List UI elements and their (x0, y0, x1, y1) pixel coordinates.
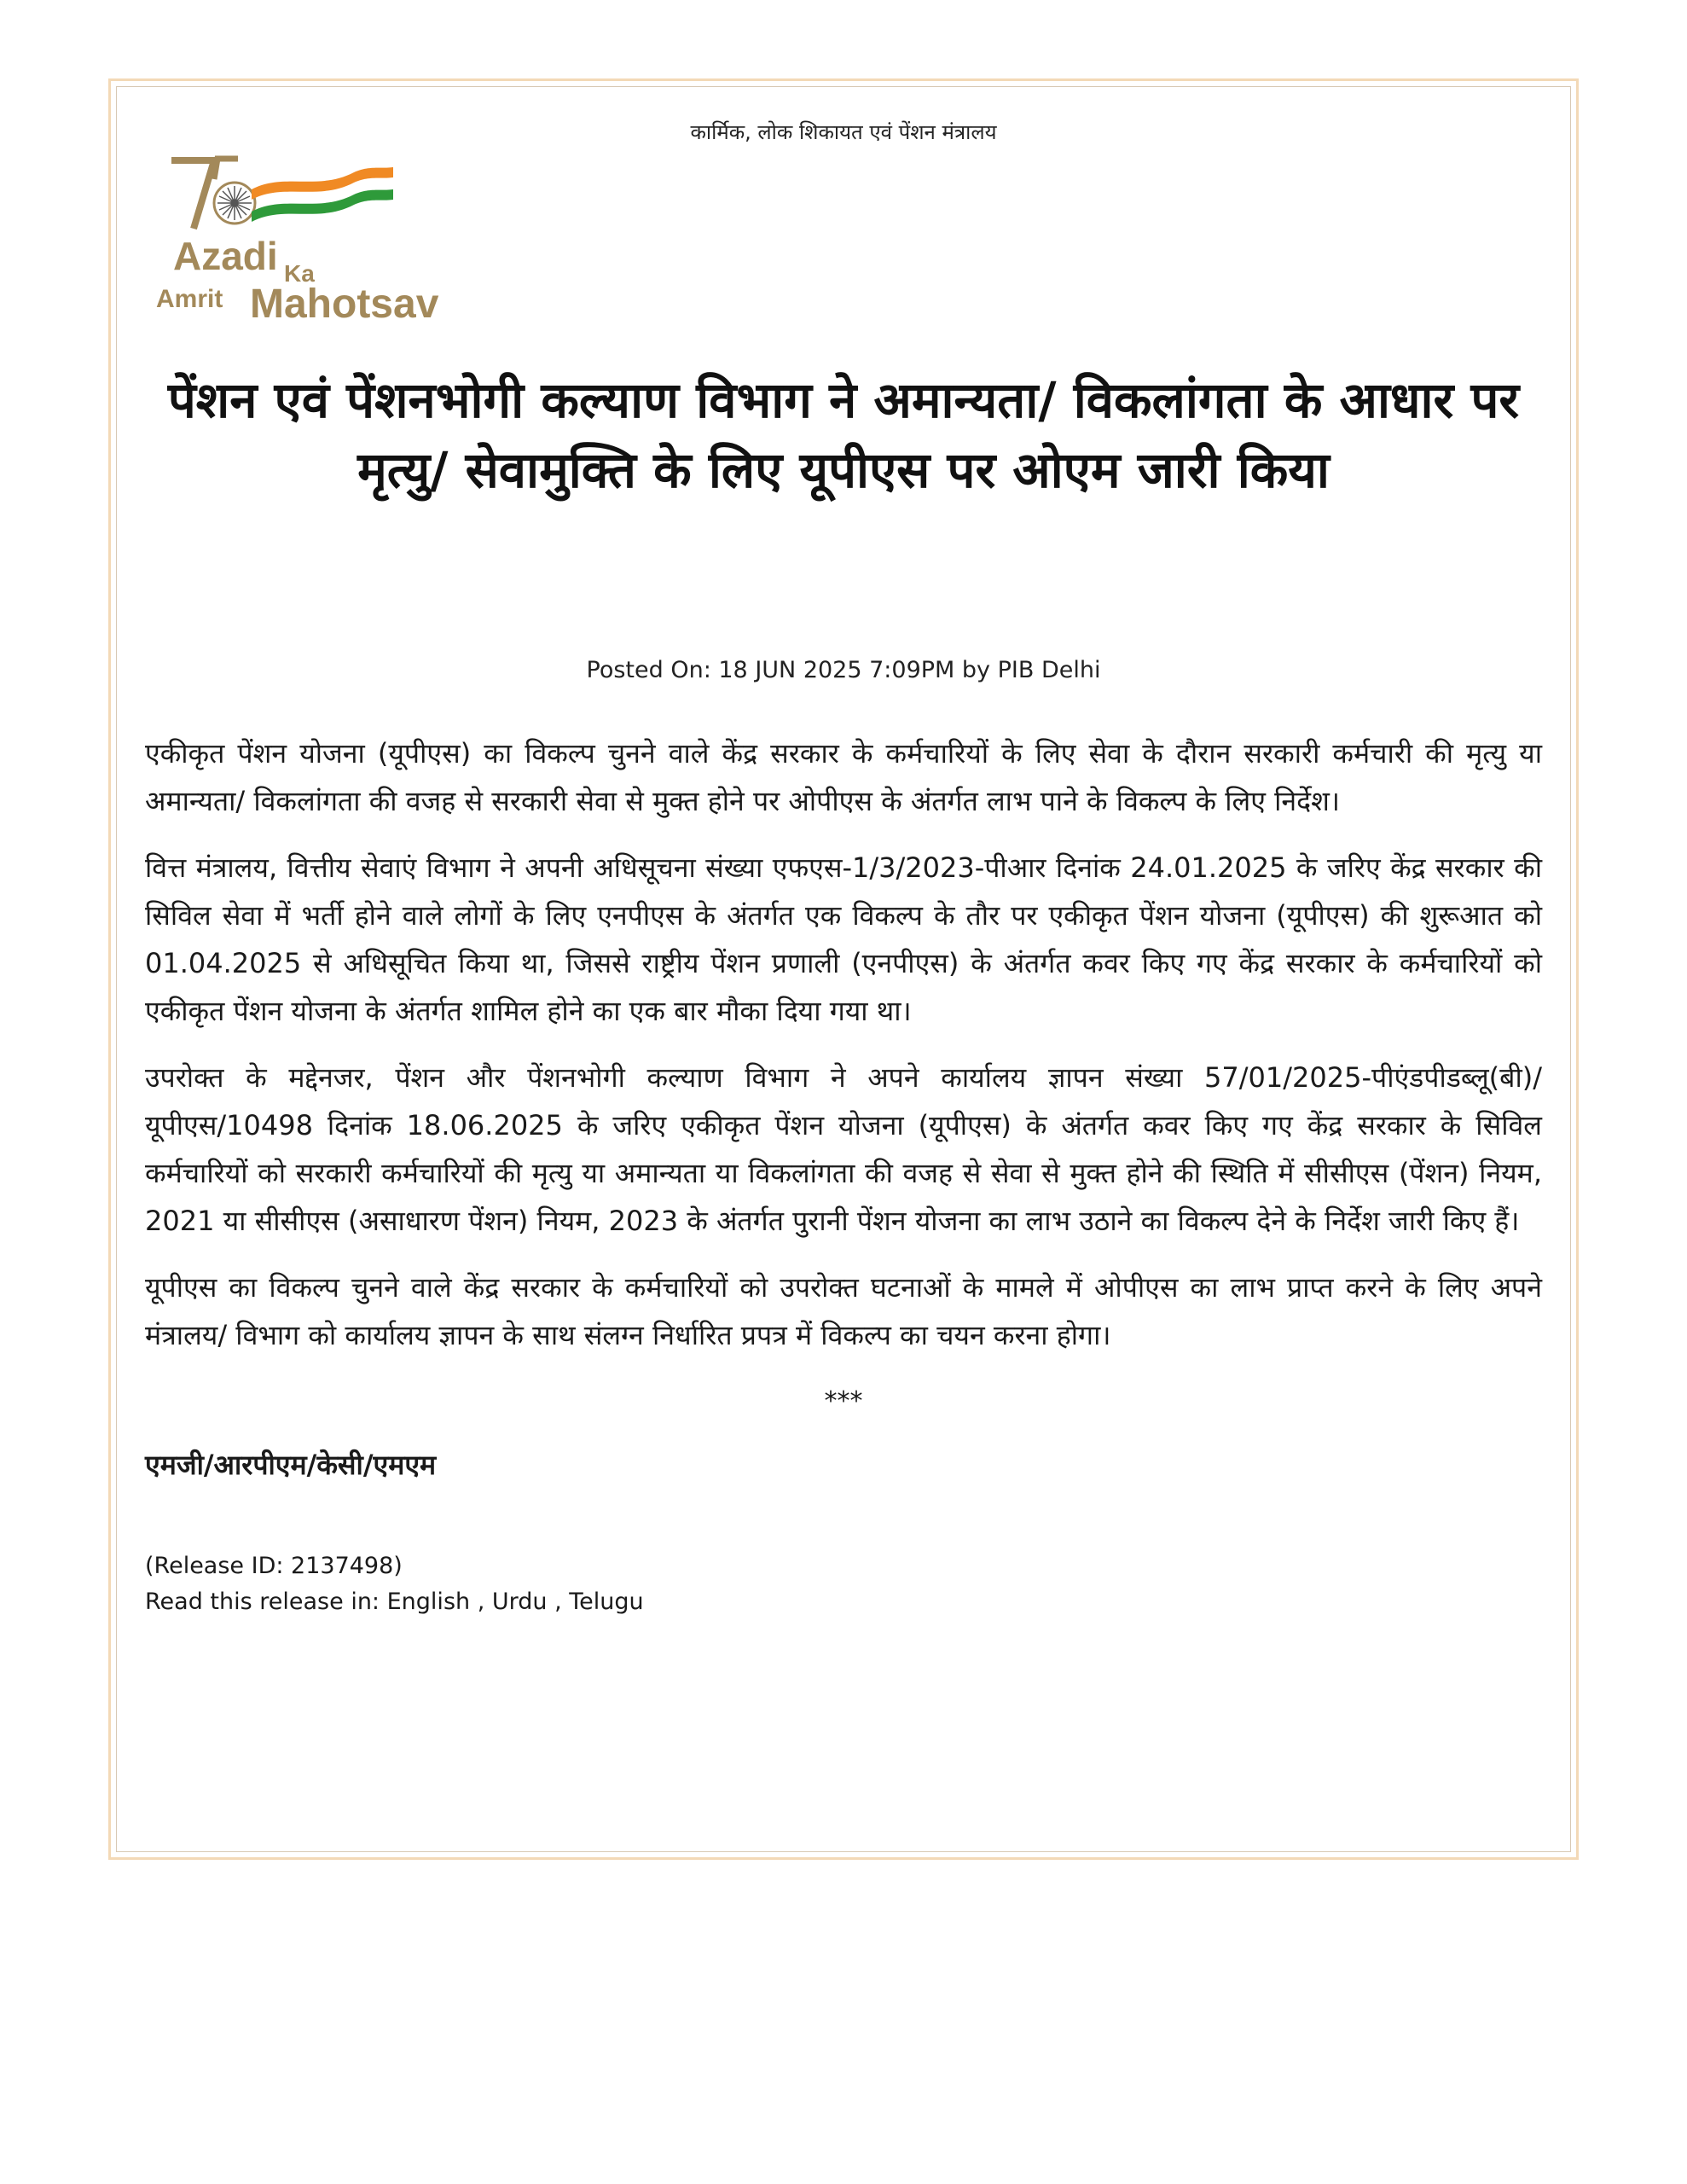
language-link-english[interactable]: English (386, 1589, 471, 1615)
azadi-ka-amrit-mahotsav-logo (156, 150, 451, 321)
release-info (145, 1548, 1542, 1620)
chakra-icon (217, 186, 252, 220)
paragraph-2: वित्त मंत्रालय, वित्तीय सेवाएं विभाग ने अपनी अधिसूचना संख्या एफएस-1/3/2023-पीआर दिनांक 24.01.2025 के जरिए केंद्र सरकार की सिविल सेवा में भर्ती होने वाले लोगों के लिए एनपीएस के अंतर्गत एक विकल्प के तौर पर एकीकृत पेंशन योजना (यूपीएस) की शुरूआत को 01.04.2025 से अधिसूचित किया था, जिससे राष्ट्रीय पेंशन प्रणाली (एनपीएस) के अंतर्गत कवर किए गए केंद्र सरकार के कर्मचारियों को एकीकृत पेंशन योजना के अंतर्गत शामिल होने का एक बार मौका दिया गया था। (145, 851, 1542, 1027)
ministry-name: कार्मिक, लोक शिकायत एवं पेंशन मंत्रालय (690, 120, 997, 144)
read-in-languages: Read this release in: English , Urdu , Telugu (145, 1589, 644, 1615)
tricolor-flag-icon (252, 167, 393, 222)
posted-on: Posted On: 18 JUN 2025 7:09PM by PIB Delhi (586, 657, 1101, 683)
logo-text-azadi: Azadi (173, 234, 278, 278)
logo-text-mahotsav: Mahotsav (250, 282, 439, 321)
logo-text-amrit: Amrit (156, 285, 223, 313)
signoff-initials: एमजी/आरपीएम/केसी/एमएम (145, 1449, 437, 1481)
seventy-five-emblem (171, 159, 255, 229)
paragraph-3: उपरोक्त के मद्देनजर, पेंशन और पेंशनभोगी कल्याण विभाग ने अपने कार्यालय ज्ञापन संख्या 57/01/2025-पीएंडपीडब्लू(बी)/ यूपीएस/10498 दिनांक 18.06.2025 के जरिए एकीकृत पेंशन योजना (यूपीएस) के अंतर्गत कवर किए गए केंद्र सरकार के सिविल कर्मचारियों को सरकारी कर्मचारियों की मृत्यु या अमान्यता या विकलांगता की वजह से सेवा से मुक्त होने की स्थिति में सीसीएस (पेंशन) नियम, 2021 या सीसीएस (असाधारण पेंशन) नियम, 2023 के अंतर्गत पुरानी पेंशन योजना का लाभ उठाने का विकल्प देने के निर्देश जारी किए हैं। (145, 1061, 1542, 1237)
read-in-label: Read this release in: (145, 1589, 380, 1615)
language-link-urdu[interactable]: Urdu (491, 1589, 548, 1615)
page-title: पेंशन एवं पेंशनभोगी कल्याण विभाग ने अमान्यता/ विकलांगता के आधार पर मृत्यु/ सेवामुक्ति के लिए यूपीएस पर ओएम जारी किया (167, 371, 1520, 499)
separator: *** (824, 1386, 863, 1416)
release-id: (Release ID: 2137498) (145, 1553, 403, 1579)
release-body (145, 729, 1542, 1620)
language-link-telugu[interactable]: Telugu (569, 1589, 644, 1615)
paragraph-4: यूपीएस का विकल्प चुनने वाले केंद्र सरकार के कर्मचारियों को उपरोक्त घटनाओं के मामले में ओपीएस का लाभ प्राप्त करने के लिए अपने मंत्रालय/ विभाग को कार्यालय ज्ञापन के साथ संलग्न निर्धारित प्रपत्र में विकल्प का चयन करना होगा। (145, 1271, 1542, 1351)
logo-text-ka: Ka (284, 260, 315, 287)
paragraph-1: एकीकृत पेंशन योजना (यूपीएस) का विकल्प चुनने वाले केंद्र सरकार के कर्मचारियों के लिए सेवा के दौरान सरकारी कर्मचारी की मृत्यु या अमान्यता/ विकलांगता की वजह से सरकारी सेवा से मुक्त होने पर ओपीएस के अंतर्गत लाभ पाने के विकल्प के लिए निर्देश। (145, 737, 1542, 817)
